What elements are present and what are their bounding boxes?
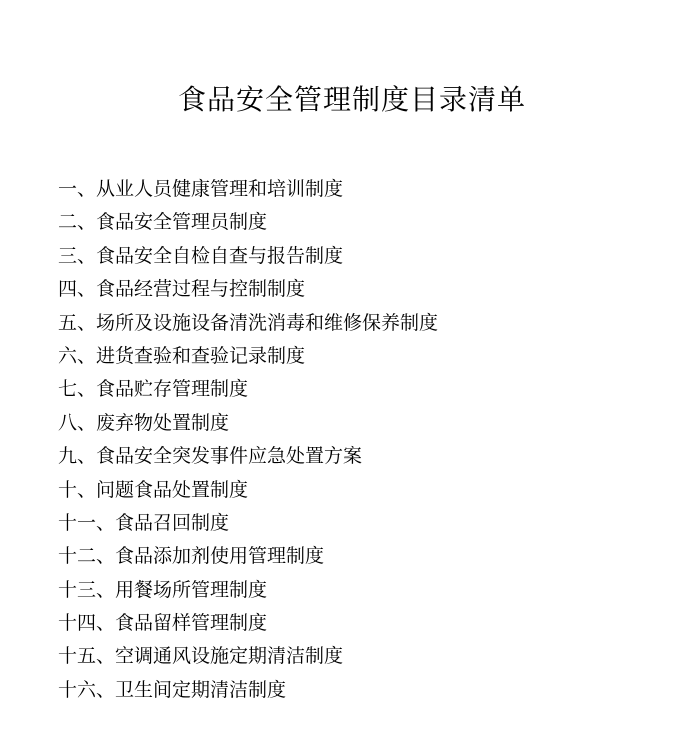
toc-item-10: 十、问题食品处置制度 (58, 478, 249, 501)
toc-item-14: 十四、食品留样管理制度 (58, 612, 268, 635)
toc-item-4: 四、食品经营过程与控制制度 (58, 278, 306, 301)
toc-item-1: 一、从业人员健康管理和培训制度 (58, 178, 344, 200)
toc-item-13: 十三、用餐场所管理制度 (58, 578, 268, 601)
toc-item-5: 五、场所及设施设备清洗消毒和维修保养制度 (58, 311, 439, 334)
document-title: 食品安全管理制度目录清单 (177, 83, 526, 116)
toc-item-6: 六、进货查验和查验记录制度 (58, 344, 306, 367)
toc-item-3: 三、食品安全自检自查与报告制度 (58, 244, 344, 267)
toc-item-2: 二、食品安全管理员制度 (58, 211, 268, 234)
table-of-contents (58, 173, 438, 707)
toc-item-12: 十二、食品添加剂使用管理制度 (58, 545, 325, 568)
toc-item-9: 九、食品安全突发事件应急处置方案 (58, 445, 363, 468)
toc-item-16: 十六、卫生间定期清洁制度 (58, 678, 287, 701)
toc-item-7: 七、食品贮存管理制度 (58, 378, 249, 401)
toc-item-11: 十一、食品召回制度 (58, 511, 230, 534)
toc-item-15: 十五、空调通风设施定期清洁制度 (58, 645, 344, 668)
toc-item-8: 八、废弃物处置制度 (58, 411, 230, 434)
